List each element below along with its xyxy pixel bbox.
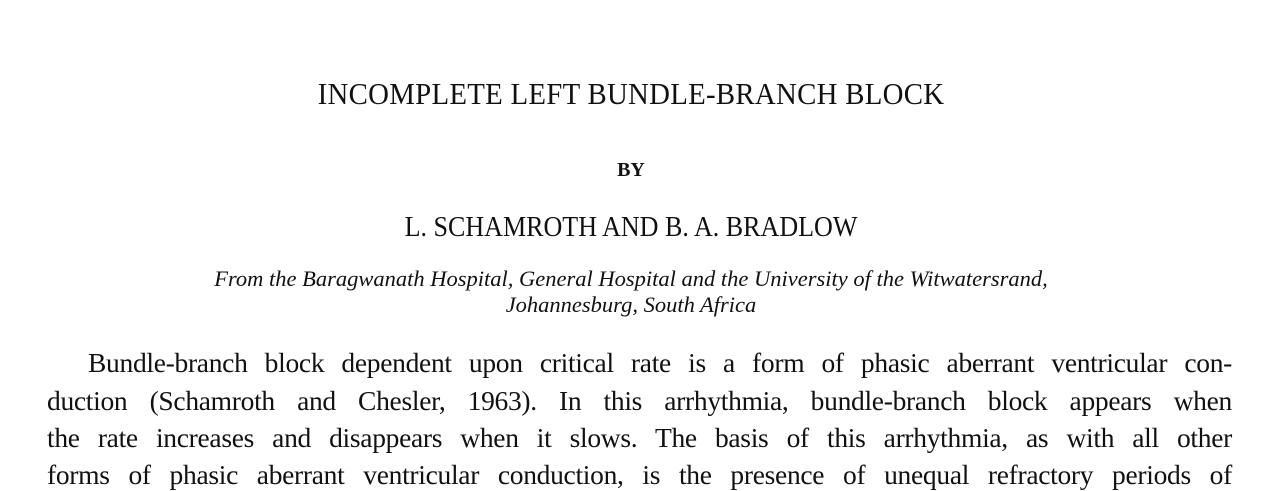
body-text-line: forms of phasic aberrant ventricular conduction, is the presence of unequal refractory periods of	[47, 459, 1232, 490]
paper-title: INCOMPLETE LEFT BUNDLE-BRANCH BLOCK	[317, 76, 945, 111]
body-text-line: Bundle-branch block dependent upon critical rate is a form of phasic aberrant ventricular con-	[88, 347, 1232, 378]
body-text-line: duction (Schamroth and Chesler, 1963). In this arrhythmia, bundle-branch block appears when	[47, 385, 1232, 416]
affiliation-line: From the Baragwanath Hospital, General Hospital and the University of the Witwatersrand,	[214, 266, 1048, 291]
body-text-line: the rate increases and disappears when it slows. The basis of this arrhythmia, as with all other	[47, 422, 1232, 453]
affiliation-line: Johannesburg, South Africa	[505, 292, 757, 317]
byline-label: BY	[617, 159, 645, 181]
authors: L. SCHAMROTH AND B. A. BRADLOW	[404, 212, 858, 243]
